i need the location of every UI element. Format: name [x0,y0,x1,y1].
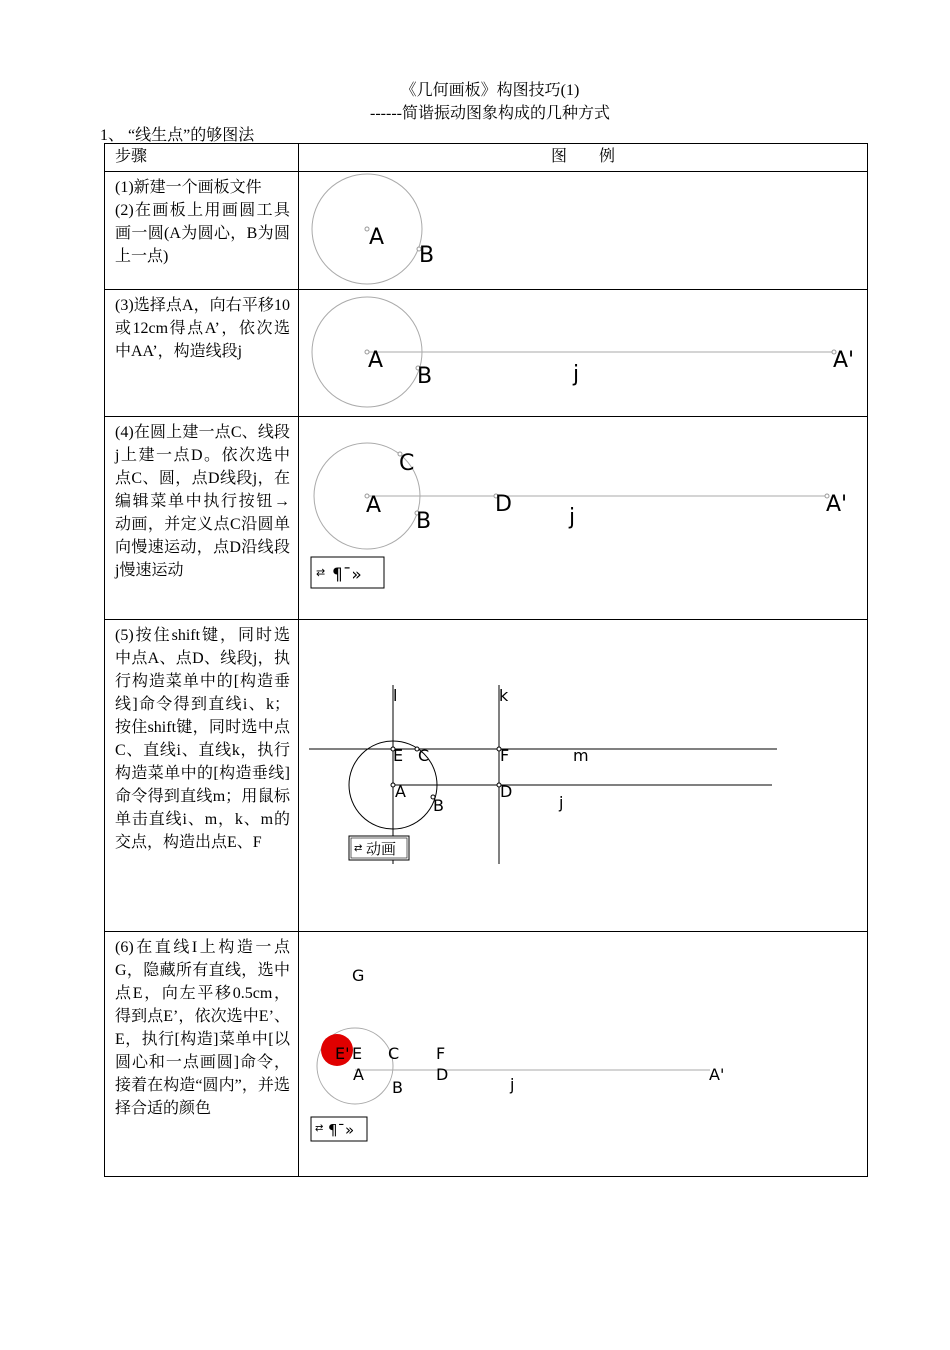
step-cell [105,290,299,417]
figure-cell [299,620,868,932]
label-a: A [369,225,385,250]
button-label[interactable]: 动画 [366,840,397,858]
label-a: A [366,493,382,518]
table-row [105,932,868,1177]
label-a: A [395,782,406,801]
table-row [105,172,868,290]
label-j: j [573,362,580,387]
animation-button[interactable] [311,1117,367,1141]
label-g: G [352,966,365,985]
table-row [105,620,868,932]
label-e-prime: E' [335,1044,350,1063]
figure-3 [299,417,867,619]
label-l: l [393,686,398,705]
step-text: (2)在画板上用画圆工具画一圆(A为圆心，B为圆上一点) [115,202,290,265]
step-text: (5)按住shift键，同时选中点A、点D、线段j，执行构造菜单中的[构造垂线]命令得到直线i、k；按住shift键，同时选中点C、直线i、直线k，执行构造菜单中的[构造垂线]命令得到直线m；用鼠标单击直线i、m，k、m的交点，构造出点E、F [115,627,290,851]
label-f: F [436,1044,446,1063]
figure-1 [299,172,867,289]
label-c: C [388,1044,400,1063]
label-b: B [417,364,433,389]
label-b: B [416,509,432,534]
label-a: A [353,1065,364,1084]
step-cell [105,417,299,620]
step-text: (4)在圆上建一点C、线段j上建一点D。依次选中点C、圆，点D线段j，在编辑菜单中执行按钮→动画，并定义点C沿圆单向慢速运动，点D沿线段j慢速运动 [115,424,290,579]
button-arrow-icon: ⇄ [316,566,326,579]
label-b: B [419,243,435,268]
step-text: (3)选择点A，向右平移10或12cm得点A’，依次选中AA’，构造线段j [115,297,290,360]
label-a-prime: A' [833,348,855,373]
figure-cell [299,417,868,620]
steps-table [104,143,868,1177]
label-e: E [352,1044,363,1063]
label-b: B [392,1078,403,1097]
label-a: A [368,348,384,373]
section-title: 1、 “线生点”的够图法 [100,127,255,144]
figure-cell [299,172,868,290]
step-cell [105,172,299,290]
document-title: 《几何画板》构图技巧(1) [400,82,580,99]
label-a-prime: A' [709,1065,725,1084]
figure-5 [299,932,867,1176]
label-j: j [569,505,576,530]
table-row [105,417,868,620]
table-row [105,290,868,417]
document-subtitle: ------简谐振动图象构成的几种方式 [370,105,610,122]
label-d: D [495,492,512,517]
button-label[interactable]: ¶¯» [328,1121,355,1139]
button-label[interactable]: ¶¯» [332,565,362,585]
label-j: j [559,793,564,812]
step-cell [105,932,299,1177]
animation-button[interactable] [349,836,409,860]
label-b: B [433,796,444,815]
label-d: D [436,1065,449,1084]
button-arrow-icon: ⇄ [354,843,363,854]
figure-cell [299,932,868,1177]
header-figure: 图 例 [299,144,868,172]
label-k: k [499,686,509,705]
figure-4 [299,620,867,931]
label-f: F [500,746,510,765]
header-step: 步骤 [105,144,299,172]
figure-cell [299,290,868,417]
step-cell [105,620,299,932]
figure-2 [299,290,867,416]
label-m: m [573,746,589,765]
button-arrow-icon: ⇄ [315,1123,324,1134]
label-d: D [500,782,513,801]
label-c: C [399,451,415,476]
label-e: E [393,746,404,765]
step-text: (6)在直线I上构造一点G，隐藏所有直线，选中点E，向左平移0.5cm，得到点E’，依次选中E’、E，执行[构造]菜单中[以圆心和一点画圆]命令，接着在构造“圆内”，并选择合适的颜色 [115,939,290,1117]
step-text: (1)新建一个画板文件 [115,179,262,196]
label-j: j [510,1075,515,1094]
table-header-row [105,144,868,172]
animation-button[interactable] [311,557,384,588]
label-a-prime: A' [826,492,848,517]
label-c: C [418,746,430,765]
